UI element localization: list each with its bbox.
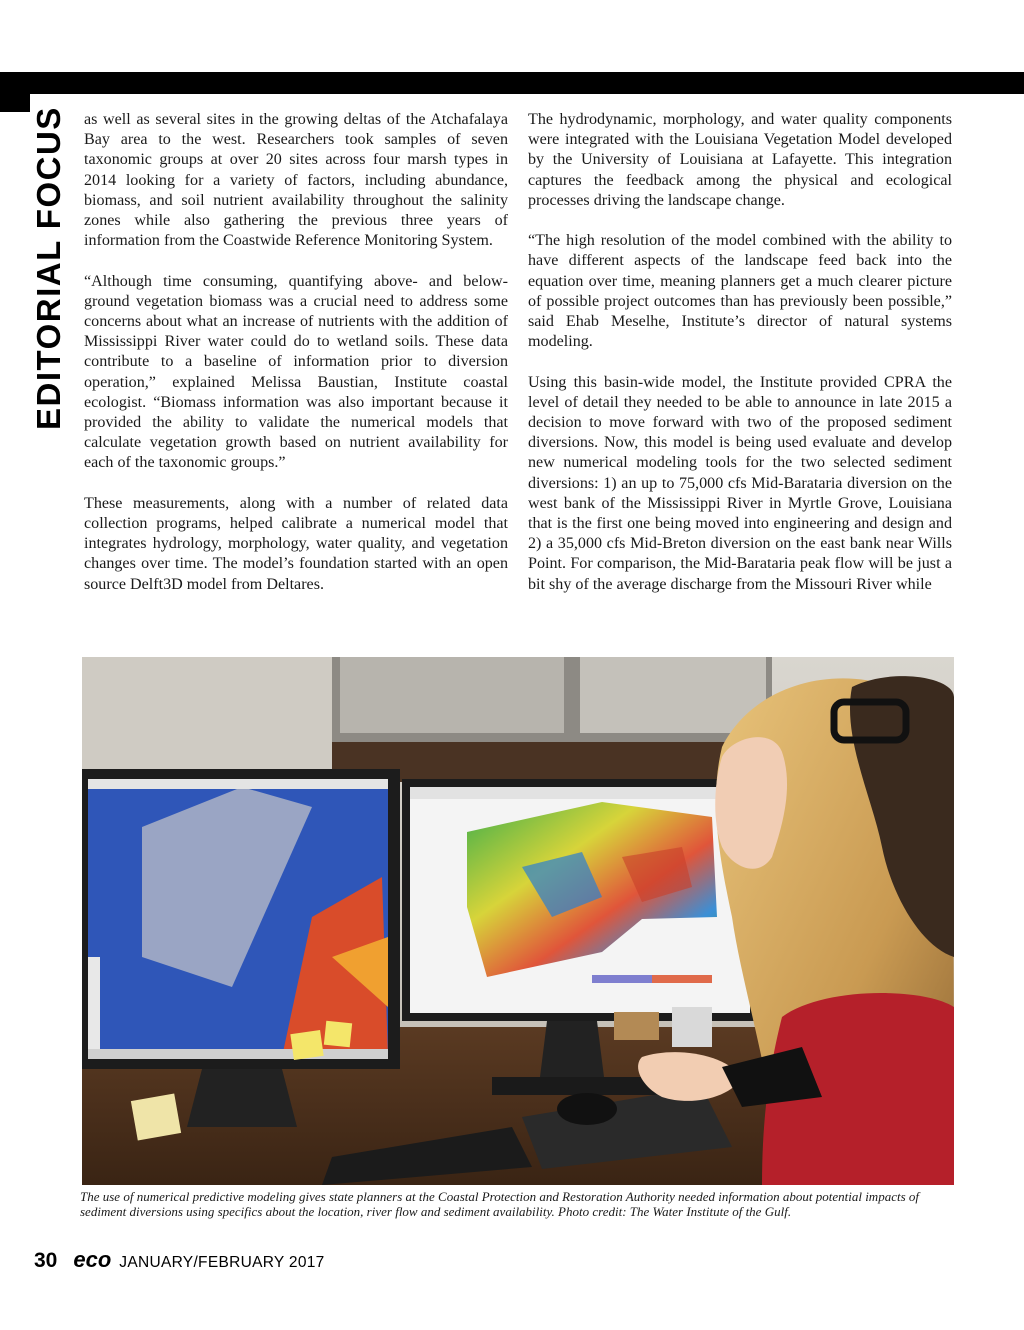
publication-logo: eco bbox=[73, 1247, 112, 1272]
page-number: 30 bbox=[34, 1249, 58, 1272]
page-footer bbox=[34, 1247, 325, 1277]
right-column bbox=[528, 110, 952, 595]
paragraph: as well as several sites in the growing deltas of the Atchafalaya Bay area to the west. Researchers took samples of seven taxonomic groups at over 20 sites across four marsh types in 2014 looking for a variety of factors, including abundance, biomass, and soil nutrient availability throughout the salinity zones while also gathering the previous three years of information from the Coastwide Reference Monitoring System. bbox=[84, 111, 508, 250]
paragraph: The hydrodynamic, morphology, and water quality components were integrated with the Louisiana Vegetation Model developed by the University of Louisiana at Lafayette. This integration captures the feedback among the physical and ecological processes driving the landscape change. bbox=[528, 111, 952, 209]
paragraph: Using this basin-wide model, the Institute provided CPRA the level of detail they needed to be able to announce in late 2015 a decision to move forward with two of the proposed sediment diversions. Now, this model is being used evaluate and develop new numerical modeling tools for the two selected sediment diversions: 1) an up to 75,000 cfs Mid-Barataria diversion on the west bank of the Mississippi River in Myrtle Grove, Louisiana that is the first one being moved into engineering and design and 2) a 35,000 cfs Mid-Breton diversion on the east bank near Wills Point. For comparison, the Mid-Barataria peak flow will be just a bit shy of the average discharge from the Missouri River while bbox=[528, 373, 952, 593]
left-column bbox=[84, 110, 508, 595]
paragraph: “The high resolution of the model combined with the ability to have different aspects of the landscape feed back into the equation over time, meaning planners get a much clearer picture of possible project outcomes than has previously been possible,” said Ehab Meselhe, Institute’s director of natural systems modeling. bbox=[528, 232, 952, 351]
photo-caption: The use of numerical predictive modeling gives state planners at the Coastal Protection and Restoration Authority needed information about potential impacts of sediment diversions using specifics about the location, river flow and sediment availability. Photo credit: The Water Institute of the Gulf. bbox=[80, 1189, 920, 1219]
paragraph: “Although time consuming, quantifying above- and below-ground vegetation biomass was a crucial need to address some concerns about what an increase of nutrients with the addition of Mississippi River water could do to wetland soils. These data contribute to a baseline of information prior to diversion operation,” explained Melissa Baustian, Institute coastal ecologist. “Biomass information was also important because it provided the ability to validate the numerical models that calculate vegetation growth based on nutrient availability for each of the taxonomic groups.” bbox=[84, 272, 508, 472]
section-label: EDITORIAL FOCUS bbox=[30, 106, 67, 430]
paragraph: These measurements, along with a number of related data collection programs, helped calibrate a numerical model that integrates hydrology, morphology, water quality, and vegetation changes over time. The model’s foundation started with an open source Delft3D model from Deltares. bbox=[84, 494, 508, 593]
section-header-bar bbox=[0, 72, 1024, 94]
article-photo bbox=[82, 657, 954, 1185]
section-side-bar bbox=[0, 72, 30, 112]
issue-date: JANUARY/FEBRUARY 2017 bbox=[119, 1254, 325, 1271]
